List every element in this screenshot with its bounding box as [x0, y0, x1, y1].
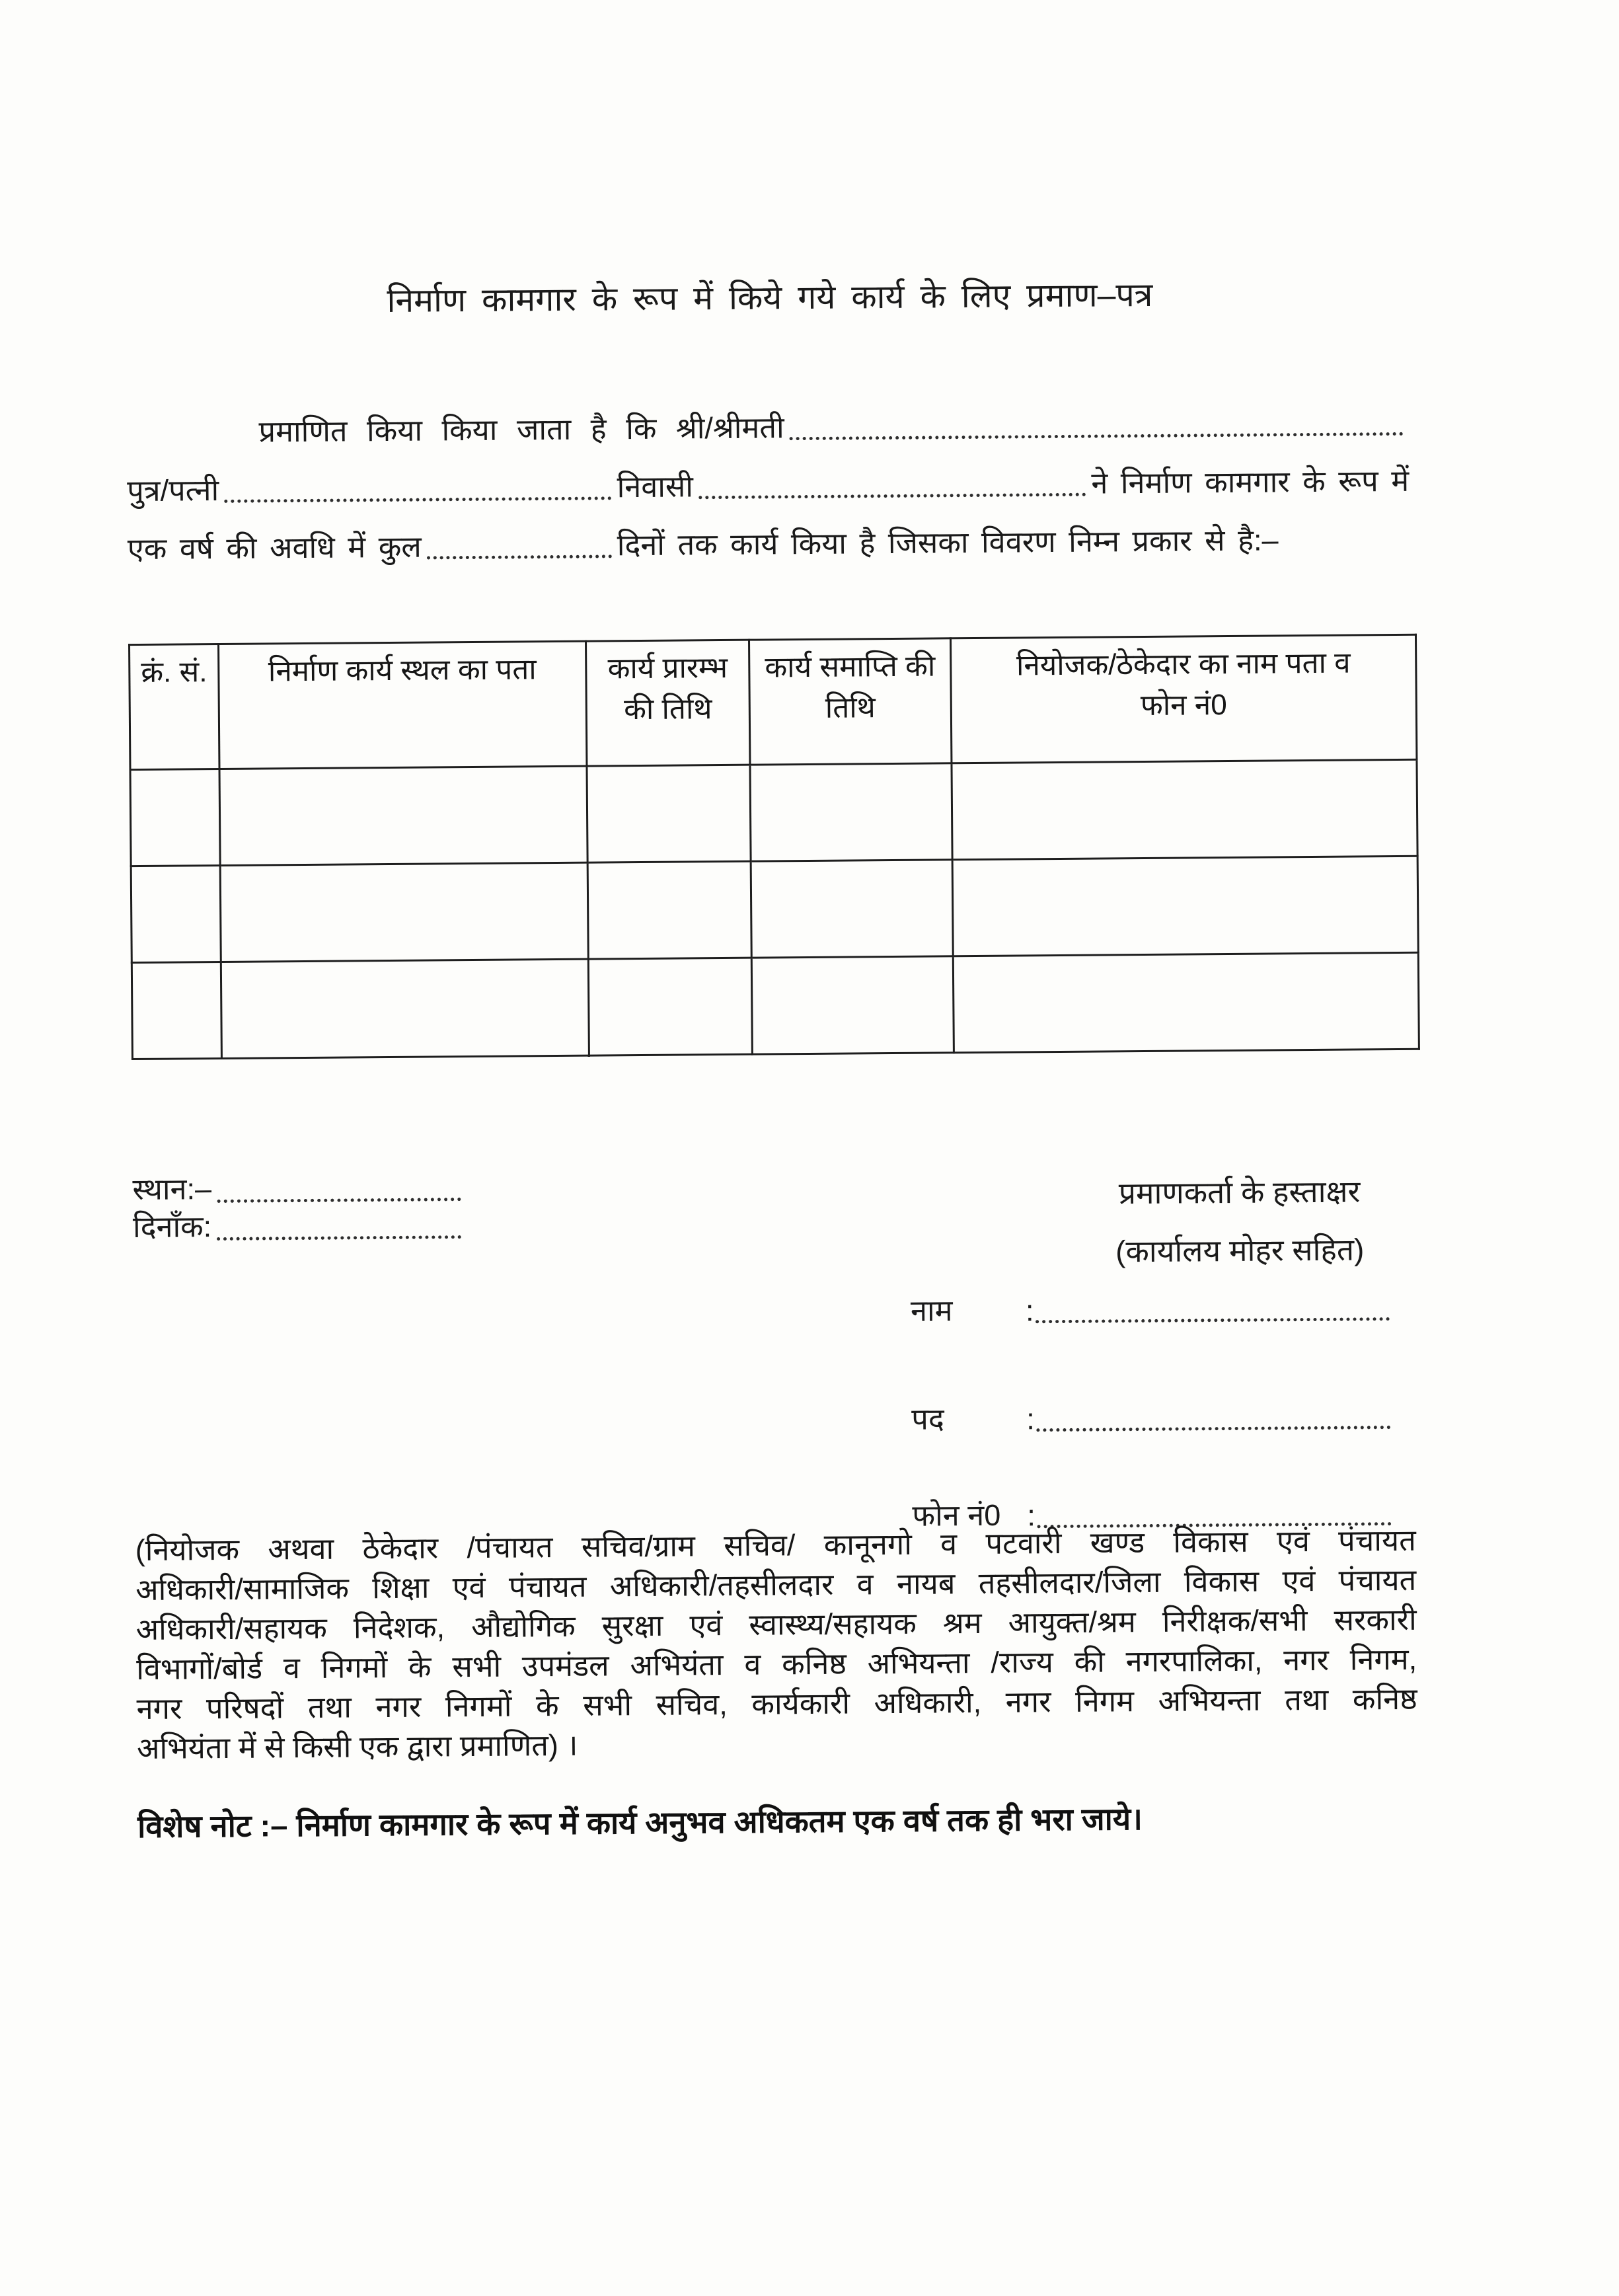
- name-blank: [1035, 1317, 1390, 1323]
- resident-label: निवासी: [617, 469, 694, 504]
- phone-label: फोन नं0: [912, 1498, 1001, 1533]
- authorities-line: नगर परिषदों तथा नगर निगमों के सभी सचिव, कार्यकारी अधिकारी, नगर निगम अभियन्ता तथा कनिष्ठ: [136, 1681, 1417, 1726]
- designation-blank: [1036, 1426, 1391, 1432]
- header-work-start-date: कार्य प्रारम्भ की तिथि: [586, 640, 750, 766]
- authorities-note: [135, 1521, 1418, 1769]
- date-blank-field: [217, 1235, 461, 1241]
- date-label: दिनाँक:: [132, 1209, 212, 1244]
- table-cell-empty: [221, 959, 589, 1058]
- table-header-row: [130, 634, 1417, 769]
- designation-colon: :: [1026, 1402, 1035, 1436]
- authorities-line: विभागों/बोर्ड व निगमों के सभी उपमंडल अभियंता व कनिष्ठ अभियन्ता /राज्य की नगरपालिका, नगर निगम,: [136, 1642, 1417, 1687]
- authorities-line: (नियोजक अथवा ठेकेदार /पंचायत सचिव/ग्राम सचिव/ कानूनगो व पटवारी खण्ड विकास एवं पंचायत: [135, 1523, 1416, 1568]
- name-row: [911, 1287, 1390, 1330]
- designation-row: [911, 1395, 1390, 1439]
- place-line: [132, 1168, 466, 1209]
- header-worksite-address: निर्माण कार्य स्थल का पता: [219, 641, 587, 769]
- table-cell-empty: [587, 765, 751, 862]
- intro-line-1: [126, 402, 1408, 452]
- table-cell-empty: [750, 763, 952, 861]
- date-line: [133, 1205, 467, 1246]
- son-wife-blank-field: [224, 496, 612, 503]
- name-colon: :: [1025, 1293, 1034, 1328]
- designation-label: पद: [911, 1402, 944, 1436]
- table-cell-empty: [219, 766, 587, 865]
- header-employer-contractor: नियोजक/ठेकेदार का नाम पता व फोन नं0: [950, 634, 1416, 763]
- table-cell-empty: [130, 769, 220, 866]
- place-label: स्थान:–: [132, 1172, 212, 1207]
- certify-label: प्रमाणित किया किया जाता है कि श्री/श्रीमती: [258, 410, 784, 449]
- signatory-block: [1094, 1162, 1385, 1280]
- table-cell-empty: [952, 856, 1418, 956]
- table-row: [130, 759, 1417, 866]
- table-cell-empty: [588, 958, 752, 1055]
- table-cell-empty: [751, 956, 954, 1054]
- work-details-table: [128, 634, 1420, 1060]
- days-blank-field: [427, 555, 612, 559]
- intro-line-2: [127, 461, 1409, 510]
- resident-blank-field: [698, 493, 1086, 500]
- days-label: दिनों तक कार्य किया है जिसका विवरण निम्न प्रकार से है:–: [617, 523, 1279, 562]
- table-cell-empty: [131, 865, 221, 962]
- son-wife-label: पुत्र/पत्नी: [126, 473, 219, 508]
- table-row: [132, 952, 1419, 1059]
- phone-colon: :: [1027, 1498, 1036, 1533]
- name-blank-field: [790, 432, 1404, 440]
- document-title: निर्माण कामगार के रूप में किये गये कार्य के लिए प्रमाण–पत्र: [387, 276, 1153, 319]
- as-worker-label: ने निर्माण कामगार के रूप में: [1091, 463, 1410, 500]
- table-cell-empty: [751, 860, 953, 958]
- intro-line-3: [128, 519, 1410, 568]
- authorities-line: अभियंता में से किसी एक द्वारा प्रमाणित) ।: [136, 1728, 578, 1766]
- header-serial-number: क्रं. सं.: [130, 644, 219, 770]
- table-cell-empty: [953, 952, 1419, 1053]
- table-cell-empty: [952, 759, 1417, 860]
- table-cell-empty: [220, 862, 588, 962]
- table-cell-empty: [587, 861, 751, 959]
- signatory-heading: प्रमाणकर्ता के हस्ताक्षर: [1118, 1174, 1361, 1211]
- special-note: विशेष नोट :– निर्माण कामगार के रूप में कार्य अनुभव अधिकतम एक वर्ष तक ही भरा जाये।: [137, 1801, 1143, 1845]
- name-label: नाम: [910, 1293, 953, 1328]
- signatory-subheading: (कार्यालय मोहर सहित): [1115, 1232, 1365, 1269]
- period-label: एक वर्ष की अवधि में कुल: [127, 529, 422, 566]
- table-cell-empty: [132, 962, 221, 1059]
- authorities-line: अधिकारी/सामाजिक शिक्षा एवं पंचायत अधिकारी/तहसीलदार व नायब तहसीलदार/जिला विकास एवं पंचायत: [135, 1562, 1417, 1607]
- place-blank-field: [217, 1198, 461, 1203]
- table-row: [131, 856, 1418, 962]
- authorities-line: अधिकारी/सहायक निदेशक, औद्योगिक सुरक्षा एवं स्वास्थ्य/सहायक श्रम आयुक्त/श्रम निरीक्षक/सभी सरकारी: [135, 1602, 1417, 1647]
- header-work-end-date: कार्य समाप्ति की तिथि: [749, 638, 951, 765]
